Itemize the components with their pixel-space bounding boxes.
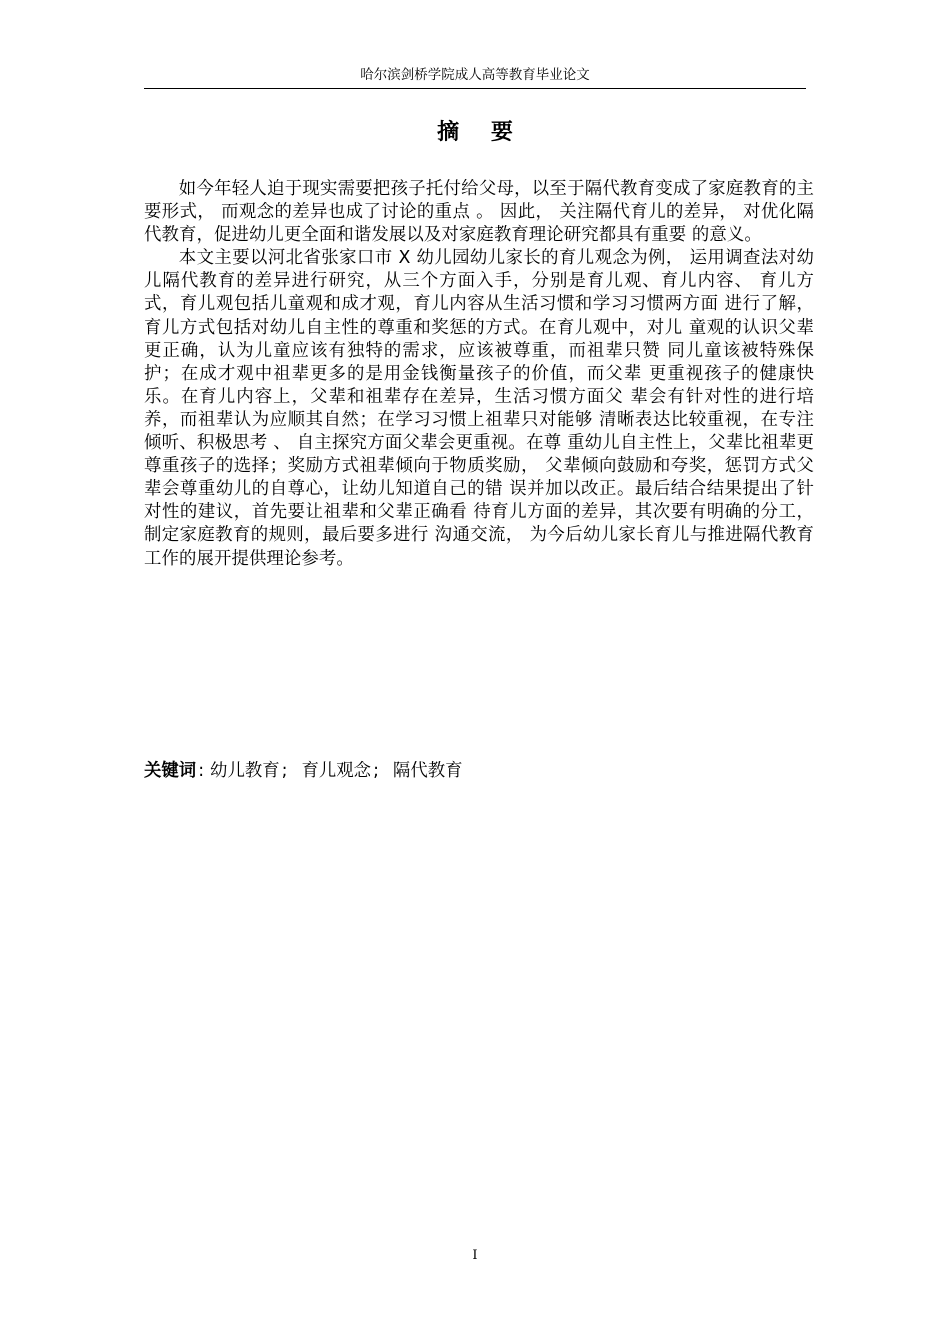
keywords-separator: : xyxy=(198,761,205,781)
keyword-delimiter: ; xyxy=(373,761,379,781)
keywords-line xyxy=(144,760,814,783)
running-header xyxy=(144,66,806,89)
abstract-paragraph-1: 如今年轻人迫于现实需要把孩子托付给父母，以至于隔代教育变成了家庭教育的主要形式， 而观念的差异也成了讨论的重点 。 因此， 关注隔代育儿的差异， 对优化隔代教育，促进幼儿更全面和谐发展以及对家庭教育理论研究都具有重要 的意义。 xyxy=(144,179,814,246)
abstract-paragraph-2: 本文主要以河北省张家口市 X 幼儿园幼儿家长的育儿观念为例， 运用调查法对幼儿隔代教育的差异进行研究，从三个方面入手，分别是育儿观、育儿内容、 育儿方式，育儿观包括儿童观和成才观，育儿内容从生活习惯和学习习惯两方面 进行了解，育儿方式包括对幼儿自主性的尊重和奖惩的方式。在育儿观中，对儿 童观的认识父辈更正确，认为儿童应该有独特的需求，应该被尊重，而祖辈只赞 同儿童该被特殊保护；在成才观中祖辈更多的是用金钱衡量孩子的价值，而父辈 更重视孩子的健康快乐。在育儿内容上，父辈和祖辈存在差异，生活习惯方面父 辈会有针对性的进行培养，而祖辈认为应顺其自然；在学习习惯上祖辈只对能够 清晰表达比较重视，在专注倾听、积极思考 、 自主探究方面父辈会更重视。在尊 重幼儿自主性上，父辈比祖辈更尊重孩子的选择；奖励方式祖辈倾向于物质奖励， 父辈倾向鼓励和夸奖，惩罚方式父辈会尊重幼儿的自尊心，让幼儿知道自己的错 误并加以改正。最后结合结果提出了针对性的建议，首先要让祖辈和父辈正确看 待育儿方面的差异，其次要有明确的分工，制定家庭教育的规则，最后要多进行 沟通交流， 为今后幼儿家长育儿与推进隔代教育工作的展开提供理论参考。 xyxy=(144,248,814,569)
keyword-item: 隔代教育 xyxy=(392,761,463,781)
abstract-title: 摘 要 xyxy=(437,120,525,145)
keyword-delimiter: ; xyxy=(281,761,288,781)
abstract-body xyxy=(144,178,814,571)
running-header-title: 哈尔滨剑桥学院成人高等教育毕业论文 xyxy=(360,67,590,83)
keywords-label: 关键词 xyxy=(144,761,197,781)
keyword-item: 幼儿教育 xyxy=(210,761,280,781)
page-number: I xyxy=(472,1248,478,1263)
keyword-item: 育儿观念 xyxy=(301,761,372,781)
